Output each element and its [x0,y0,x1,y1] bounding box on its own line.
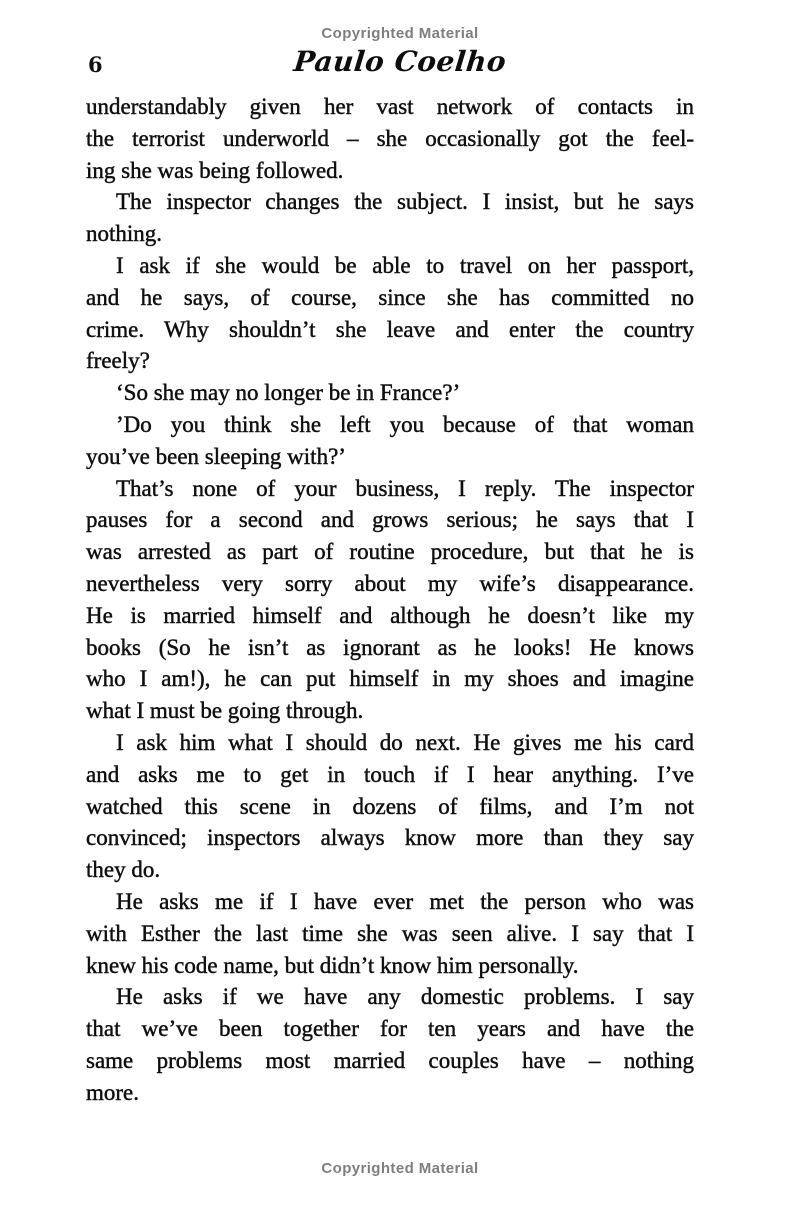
text-line: I ask him what I should do next. He gives me his card [116,729,694,755]
text-line: they do. [86,857,161,883]
text-line: convinced; inspectors always know more than they say [86,825,694,851]
text-line: freely? [86,348,150,374]
text-line: and he says, of course, since she has committed no [86,284,694,310]
text-line: with Esther the last time she was seen alive. I say that I [86,920,694,946]
text-line: I ask if she would be able to travel on her passport, [116,252,694,278]
text-line: who I am!), he can put himself in my shoes and imagine [86,666,694,692]
text-line: watched this scene in dozens of films, and I’m not [86,793,694,819]
text-line: you’ve been sleeping with?’ [86,443,346,469]
text-line: ing she was being followed. [86,157,344,183]
text-line: He is married himself and although he doesn’t like my [86,602,694,628]
author-signature: Paulo Coelho [292,45,508,78]
text-line: what I must be going through. [86,698,364,724]
text-line: same problems most married couples have – nothing [86,1047,694,1073]
text-line: He asks me if I have ever met the person who was [116,888,694,914]
text-line: knew his code name, but didn’t know him personally. [86,952,579,978]
text-line: understandably given her vast network of contacts in [86,94,694,119]
text-line: that we’ve been together for ten years and have the [86,1016,694,1042]
text-line: books (So he isn’t as ignorant as he looks! He knows [86,634,694,660]
text-line: ’Do you think she left you because of that woman [116,411,694,437]
copyright-notice-bottom: Copyrighted Material [321,1160,479,1177]
page-body [86,91,694,1109]
text-line: the terrorist underworld – she occasionally got the feel- [86,125,694,151]
page-number: 6 [88,52,103,77]
text-line: was arrested as part of routine procedure, but that he is [86,539,694,565]
text-line: crime. Why shouldn’t she leave and enter the country [86,316,694,342]
text-line: pauses for a second and grows serious; he says that I [86,507,694,533]
text-line: ‘So she may no longer be in France?’ [116,380,461,406]
text-line: and asks me to get in touch if I hear anything. I’ve [86,761,694,787]
text-line: The inspector changes the subject. I insist, but he says [116,189,694,215]
text-line: nothing. [86,221,163,247]
text-line: That’s none of your business, I reply. The inspector [116,475,694,501]
text-line: He asks if we have any domestic problems. I say [116,984,694,1010]
text-line: more. [86,1079,140,1105]
copyright-notice-top: Copyrighted Material [321,25,479,42]
text-line: nevertheless very sorry about my wife’s disappearance. [86,570,694,596]
